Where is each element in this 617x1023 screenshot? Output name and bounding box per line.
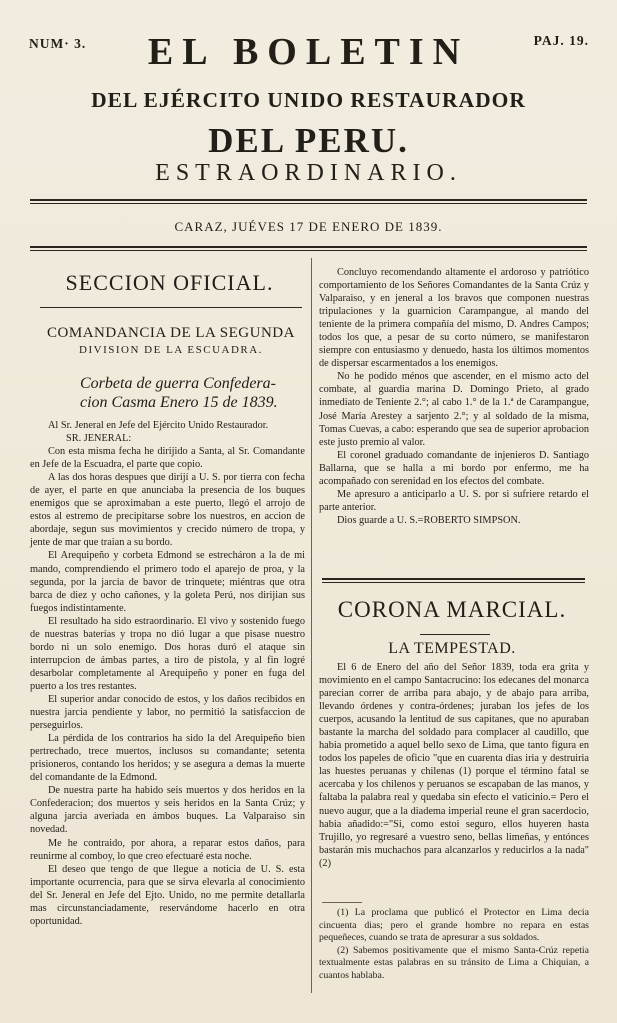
right-column-text [319, 266, 589, 527]
heading-comandancia: COMANDANCIA DE LA SEGUNDA [47, 325, 295, 341]
paragraph: La pérdida de los contrarios ha sido la del Arequipeño bien pertrechado, trece muertos, inclusos su comandante; setenta prisioneros, contando los heridos; y se asegura a demas la muerte del comandante de la Edmond. [30, 733, 305, 784]
paragraph: El superior andar conocido de estos, y los daños recibidos en nuestra jarcia pendiente y labor, no permitió la satisfaccion de perseguirlos. [30, 693, 305, 732]
section-title-oficial: SECCION OFICIAL. [65, 270, 274, 295]
salutation: SR. JENERAL: [66, 433, 132, 445]
footnote: (1) La proclama que publicó el Protector en Lima decia cincuenta dias; pero el grande hombre no repara en estas pequeñeces, cuando se trata de apresurar a sus soldados. [319, 907, 589, 943]
footnote-rule [322, 902, 362, 903]
heading-division: DIVISION DE LA ESCUADRA. [79, 344, 263, 356]
newspaper-subtitle-peru: DEL PERU. [208, 121, 409, 160]
paragraph: El resultado ha sido estraordinario. El vivo y sostenido fuego de nuestras baterías y tropa no dió lugar a que pisase nuestro bordo ni un solo enemigo. Dos horas duró el ataque sin interrupcion de ámbas partes, a tiro de pistola, y al fin logré desarbolar completamente al Arequipeño y poner en fuga del puerto a los tres restantes. [30, 615, 305, 692]
ship-dateline: Corbeta de guerra Confedera- cion Casma Enero 15 de 1839. [80, 375, 278, 411]
left-column-text [30, 419, 305, 928]
corona-underline [420, 634, 490, 635]
heading-tempestad: LA TEMPESTAD. [388, 640, 516, 657]
signature: Dios guarde a U. S.=ROBERTO SIMPSON. [337, 514, 521, 526]
paragraph: No he podido ménos que ascender, en el mismo acto del combate, al guardia marina D. Domingo Prieto, al grado inmediato de Teniente 2.°; al cabo 1.° de la 1.ª de Carampangue, José María Arestey a sarjento 2.°; y al soldado de la misma, Tomas Cuevas, a cabo: esperando que sea de superior aprobacion este justo premio al valor. [319, 371, 589, 448]
dateline-rule-thin [30, 250, 587, 251]
issue-number: NUM· 3. [29, 36, 87, 51]
dateline: CARAZ, JUÉVES 17 DE ENERO DE 1839. [174, 219, 443, 234]
paragraph: Me he contraido, por ahora, a reparar estos daños, para reunirme al comboy, lo que creo efectuaré esta noche. [30, 837, 305, 862]
footnote: (2) Sabemos positivamente que el mismo Santa-Crúz repetia textualmente estas palabras en su tránsito de Lima a Chiquian, a cuantos hablaba. [319, 944, 589, 981]
newspaper-subtitle: DEL EJÉRCITO UNIDO RESTAURADOR [91, 88, 526, 112]
footnotes [319, 907, 589, 982]
paragraph: El deseo que tengo de que llegue a noticia de U. S. esta importante ocurrencia, para que se sirva elevarla al conocimiento del Sr. Jeneral en Jefe del Ejto. Unido, no me permite detallarla mas circunstanciadamente, reservándome hacerlo en otra oportunidad. [30, 863, 305, 927]
edition-label: ESTRAORDINARIO. [155, 160, 462, 186]
page-number: PAJ. 19. [533, 33, 589, 48]
paragraph: El coronel graduado comandante de injenieros D. Santiago Ballarna, que se halla a mi bordo por enfermo, me ha acompañado con serenidad en los efectos del combate. [319, 449, 589, 487]
column-divider [311, 258, 312, 993]
paragraph: Me apresuro a anticiparlo a U. S. por si sufriere retardo el parte anterior. [319, 488, 589, 513]
masthead-rule-top-thin [30, 203, 587, 204]
address-line: Al Sr. Jeneral en Jefe del Ejército Unido Restaurador. [48, 420, 269, 431]
section-rule [40, 307, 302, 308]
dateline-rule [30, 246, 587, 248]
section-title-corona: CORONA MARCIAL. [337, 597, 567, 622]
paragraph: A las dos horas despues que dirijí a U. S. por tierra con fecha de ayer, el parte en que anunciaba la presencia de los buques enemigos que se aproximaban a este puerto, llegó el arrojo de estos al estremo de precipitarse sobre los nuestros, en accion de abordaje, segun sus movimientos y crecido número de tropa, y jente de mar que traian a su bordo. [30, 472, 305, 549]
paragraph: De nuestra parte ha habido seis muertos y dos heridos en la Confederacion; dos muertos y seis heridos en la Santa Crúz; y alguna jarcia averiada en ámbos buques. La Valparaiso sin novedad. [30, 785, 305, 836]
section-rule-corona-thin [322, 582, 585, 583]
paragraph: El Arequipeño y corbeta Edmond se estrecháron a la de mi mando, comprendiendo el primero todo el aparejo de proa, y la segunda, por la jarcia de bavor de trinquete; miéntras que otra barca de diez y ocho cañones, y la goleta Perú, nos dirijian sus fuegos indistintamente. [30, 550, 305, 614]
paragraph: El 6 de Enero del año del Señor 1839, toda era grita y movimiento en el campo Santacrucino: los edecanes del monarca parecian correr de arriba para abajo, y de abajo para arriba, llevando órdenes y contra-órdenes; juraban los jefes de los cuerpos, acusando la lentitud de sus capitanes, que no apuraban bastante la marcha del soldado para complacer al caudillo, que habia prometido a aquel bello sexo de Lima, que tanto figura en todos los papeles de oficio "que en cuarenta dias iria y destruiria las huestes peruanas y chilenas (1) porque el término fatal se acercaba y los chilenos y peruanos se escapaban de las manos, y faltaba la palabra real y quedaba sin efecto el vaticinio.= Pero el nuevo augur, que a la diadema imperial reune el gran sacerdocio, habia añadido:="Si, como estoi seguro, ellos huyeren hasta Trujillo, yo regresaré a vuestro seno, bellas limeñas, y entónces bastarán mis muchachos para alcanzarlos y reducirlos a la nada" (2) [319, 662, 589, 869]
tempestad-text [319, 661, 589, 870]
newspaper-title: EL BOLETIN [147, 31, 470, 73]
paragraph: Con esta misma fecha he dirijido a Santa, al Sr. Comandante en Jefe de la Escuadra, el parte que copio. [30, 446, 305, 471]
masthead-rule-top [30, 199, 587, 201]
paragraph: Concluyo recomendando altamente el ardoroso y patriótico comportamiento de los Señores Comandantes de la Santa Crúz y Valparaiso, y en jeneral a los bravos que componen nuestras tripulaciones y la guarnicion Carampangue, al mando del teniente de la primera compañía del mismo, D. Andres Campos; todos los que, a pesar de su corto número, se manifestaron siempre con entusiasmo y denuedo, hasta los últimos momentos de dispersar escarmentados a los enemigos. [319, 267, 589, 370]
section-rule-corona [322, 578, 585, 580]
